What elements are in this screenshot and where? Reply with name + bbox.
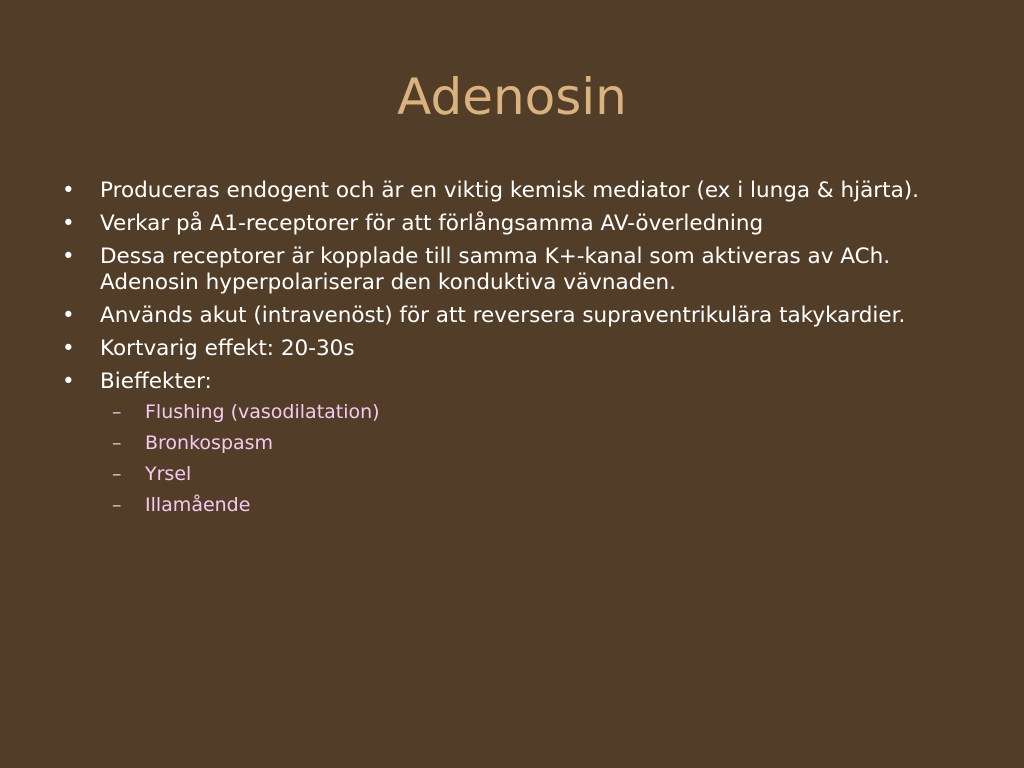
bullet-list: [60, 178, 970, 525]
bullet-item: [60, 178, 970, 204]
bullet-marker: •: [62, 244, 75, 269]
bullet-text: Bieffekter:: [100, 369, 212, 394]
bullet-marker: •: [62, 303, 75, 328]
sub-bullet-marker: –: [112, 463, 122, 485]
bullet-text: Produceras endogent och är en viktig kemisk mediator (ex i lunga & hjärta).: [100, 178, 919, 203]
bullet-marker: •: [62, 336, 75, 361]
sub-bullet-text: Yrsel: [145, 463, 192, 485]
bullet-text: Verkar på A1-receptorer för att förlångsamma AV-överledning: [100, 211, 764, 236]
bullet-item: [60, 244, 970, 296]
sub-bullet-text: Illamående: [145, 494, 251, 516]
sub-bullet-list: [100, 399, 970, 518]
sub-bullet-item: [100, 461, 970, 487]
bullet-item: [60, 211, 970, 237]
bullet-marker: •: [62, 369, 75, 394]
sub-bullet-text: Bronkospasm: [145, 432, 274, 454]
sub-bullet-item: [100, 399, 970, 425]
bullet-text: Kortvarig effekt: 20-30s: [100, 336, 355, 361]
sub-bullet-marker: –: [112, 401, 122, 423]
bullet-text: Används akut (intravenöst) för att reversera supraventrikulära takykardier.: [100, 303, 906, 328]
sub-bullet-text: Flushing (vasodilatation): [145, 401, 380, 423]
bullet-item: [60, 303, 970, 329]
sub-bullet-item: [100, 492, 970, 518]
sub-bullet-item: [100, 430, 970, 456]
bullet-marker: •: [62, 178, 75, 203]
bullet-text: Dessa receptorer är kopplade till samma K+-kanal som aktiveras av ACh. Adenosin hyperpolariserar den konduktiva vävnaden.: [100, 244, 891, 295]
bullet-item: [60, 336, 970, 362]
slide-title: Adenosin: [397, 68, 627, 126]
bullet-item: [60, 369, 970, 518]
sub-bullet-marker: –: [112, 494, 122, 516]
bullet-marker: •: [62, 211, 75, 236]
sub-bullet-marker: –: [112, 432, 122, 454]
